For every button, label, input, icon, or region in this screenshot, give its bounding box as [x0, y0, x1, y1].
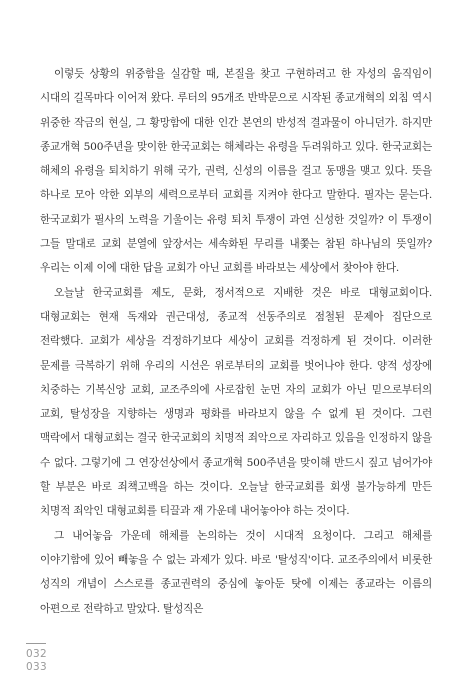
page-number-rule	[26, 643, 46, 644]
page-number-right: 033	[26, 661, 47, 673]
paragraph-3: 그 내어놓음 가운데 해체를 논의하는 것이 시대적 요청이다. 그리고 해체를 이야기함에 있어 빼놓을 수 없는 과제가 있다. 바로 '탈성직'이다. 교조주의에서 비롯한 성직의 개념이 스스로를 종교권력의 중심에 놓아둔 탓에 이제는 종교라는 이름의 아편으로 전락하고 말았다. 탈성직은	[40, 529, 432, 615]
page-number-block	[26, 643, 52, 674]
paragraph-1: 이렇듯 상황의 위중함을 실감할 때, 본질을 찾고 구현하려고 한 자성의 움직임이 시대의 길목마다 이어져 왔다. 루터의 95개조 반박문으로 시작된 종교개혁의 외침 역시 위중한 작금의 현실, 그 황망함에 대한 인간 본연의 반성적 결과물이 아니던가. 하지만 종교개혁 500주년을 맞이한 한국교회는 해체라는 유령을 두려워하고 있다. 한국교회는 해체의 유령을 퇴치하기 위해 국가, 권력, 신성의 이름을 걸고 동맹을 맺고 있다. 뜻을 하나로 모아 악한 외부의 세력으로부터 교회를 지켜야 한다고 말한다. 필자는 묻는다. 한국교회가 필사의 노력을 기울이는 유령 퇴치 투쟁이 과연 신성한 것일까? 이 투쟁이 그들 말대로 교회 분열에 앞장서는 세속화된 무리를 내쫓는 참된 하나님의 뜻일까? 우리는 이제 이에 대한 답을 교회가 아닌 교회를 바라보는 세상에서 찾아야 한다.	[40, 68, 432, 275]
page-body	[40, 62, 432, 621]
paragraph-2: 오늘날 한국교회를 제도, 문화, 정서적으로 지배한 것은 바로 대형교회이다. 대형교회는 현재 독재와 권근대성, 종교적 선동주의로 점철된 문제아 집단으로 전락했다. 교회가 세상을 걱정하기보다 세상이 교회를 걱정하게 된 것이다. 이러한 문제를 극복하기 위해 우리의 시선은 위로부터의 교회를 벗어나야 한다. 양적 성장에 치중하는 기복신앙 교회, 교조주의에 사로잡힌 눈먼 자의 교회가 아닌 믿으로부터의 교회, 탈성장을 지향하는 생명과 평화를 바라보지 않을 수 없게 된 것이다. 그런 맥락에서 대형교회는 결국 한국교회의 치명적 죄악으로 자리하고 있음을 인정하지 않을 수 없다. 그렇기에 그 연장선상에서 종교개혁 500주년을 맞이해 반드시 짚고 넘어가야 할 부분은 바로 죄책고백을 하는 것이다. 오늘날 한국교회를 회생 불가능하게 만든 치명적 죄악인 대형교회를 티끌과 재 가운데 내어놓아야 하는 것이다.	[40, 286, 432, 518]
page-number-left: 032	[26, 648, 47, 660]
